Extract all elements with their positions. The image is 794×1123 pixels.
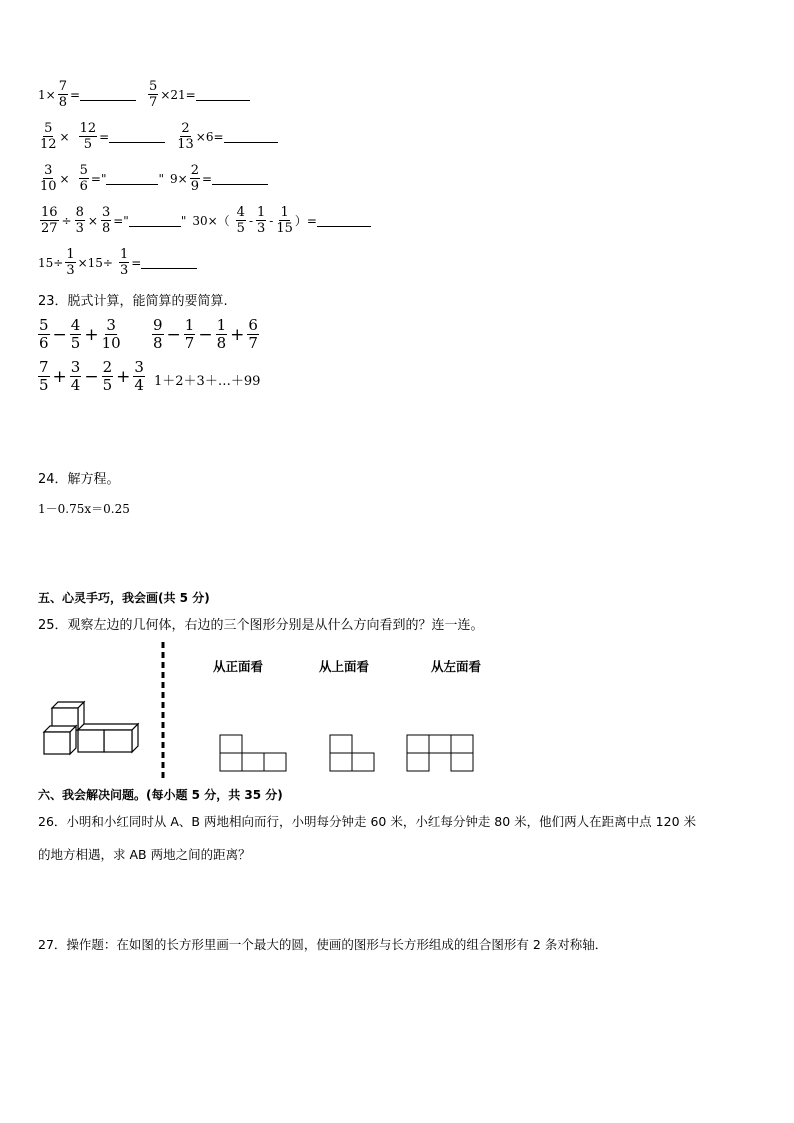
fraction: $\frac{9}{8}$: [153, 316, 163, 352]
expr-text: ×15÷: [77, 255, 113, 270]
fraction: $\frac{4}{5}$: [70, 316, 81, 352]
fraction: $\frac{2}{13}$: [177, 121, 194, 152]
fraction: $\frac{3}{4}$: [134, 358, 144, 394]
expr-text: ": [158, 171, 164, 186]
calc-row-2: [38, 122, 278, 151]
fraction: $\frac{2}{9}$: [190, 163, 199, 194]
fraction: $\frac{16}{27}$: [41, 205, 58, 236]
label-front-view: 从正面看: [213, 659, 264, 674]
fraction: $\frac{2}{5}$: [102, 358, 113, 394]
section-5-title: 五、心灵手巧，我会画(共 5 分): [38, 591, 210, 605]
answer-blank[interactable]: [196, 88, 250, 101]
expr-text: =": [113, 213, 129, 228]
fraction: $\frac{1}{3}$: [257, 205, 266, 236]
question-25-text: 25．观察左边的几何体，右边的三个图形分别是从什么方向看到的？连一连。: [38, 618, 484, 633]
operator: −: [198, 324, 213, 345]
answer-blank[interactable]: [212, 172, 268, 185]
fraction: $\frac{4}{5}$: [236, 205, 245, 236]
fraction: $\frac{5}{6}$: [39, 316, 49, 352]
answer-blank[interactable]: [80, 88, 136, 101]
fraction: $\frac{1}{3}$: [120, 247, 129, 278]
fraction: $\frac{1}{15}$: [276, 205, 293, 236]
q23-expression-3: [36, 360, 147, 393]
fraction: $\frac{8}{3}$: [75, 205, 84, 236]
fraction: $\frac{3}{10}$: [101, 316, 121, 352]
operator: ×: [59, 171, 70, 186]
fraction: $\frac{5}{7}$: [149, 79, 158, 110]
view-figure-2[interactable]: [329, 734, 377, 774]
expr-text: ": [180, 213, 187, 228]
operator: ×: [87, 213, 98, 228]
calc-row-3: [38, 164, 268, 193]
question-23-text: 23．脱式计算，能简算的要简算.: [38, 294, 228, 309]
view-figure-1[interactable]: [219, 734, 289, 774]
expr-text: =: [131, 255, 142, 270]
expr-text: ）=: [294, 214, 317, 228]
fraction: $\frac{3}{8}$: [101, 205, 111, 236]
fraction: $\frac{7}{5}$: [39, 358, 49, 394]
operator: ×: [59, 129, 70, 144]
operator: +: [84, 324, 99, 345]
operator: -: [269, 213, 274, 228]
expr-text: =: [201, 171, 213, 186]
calc-row-4: [38, 206, 371, 235]
fraction: $\frac{5}{12}$: [40, 121, 57, 152]
fraction: $\frac{7}{8}$: [58, 79, 67, 110]
fraction: $\frac{5}{6}$: [79, 163, 88, 194]
q23-expression-4: 1＋2＋3＋…＋99: [154, 374, 261, 389]
answer-blank[interactable]: [129, 214, 181, 227]
label-left-view: 从左面看: [431, 659, 482, 674]
expr-text: 9×: [170, 171, 188, 186]
answer-blank[interactable]: [109, 130, 165, 143]
operator: +: [230, 324, 245, 345]
question-26-line-1: 26．小明和小红同时从 A、B 两地相向而行，小明每分钟走 60 米，小红每分钟走 80 米，他们两人在距离中点 120 米: [38, 814, 696, 829]
calc-row-5: [38, 248, 197, 277]
view-figure-3[interactable]: [406, 734, 476, 774]
expr-text: ×6=: [195, 129, 224, 144]
calc-row-1: [38, 80, 250, 109]
expr-text: ×21=: [160, 87, 196, 102]
q23-expression-1: [36, 318, 123, 351]
dashed-divider: [160, 642, 166, 782]
question-27-text: 27．操作题：在如图的长方形里画一个最大的圆，使画的图形与长方形组成的组合图形有 2 条对称轴．: [38, 937, 608, 952]
question-26-line-2: 的地方相遇，求 AB 两地之间的距离？: [38, 847, 251, 862]
fraction: $\frac{3}{10}$: [40, 163, 57, 194]
label-top-view: 从上面看: [319, 659, 370, 674]
q23-expression-2: [150, 318, 261, 351]
answer-blank[interactable]: [141, 256, 197, 269]
answer-blank[interactable]: [317, 214, 371, 227]
expr-text: =": [90, 171, 107, 186]
expr-text: 30×（: [192, 214, 230, 228]
section-6-title: 六、我会解决问题。(每小题 5 分，共 35 分): [38, 788, 283, 802]
operator: -: [248, 213, 254, 228]
operator: −: [84, 366, 99, 387]
equation: 1－0.75x＝0.25: [38, 502, 130, 516]
expr-text: 1×: [38, 87, 56, 102]
fraction: $\frac{12}{5}$: [79, 121, 97, 152]
cube-solid-figure: [38, 698, 144, 760]
fraction: $\frac{1}{8}$: [216, 316, 227, 352]
operator: −: [166, 324, 181, 345]
fraction: $\frac{3}{4}$: [70, 358, 81, 394]
question-24-text: 24．解方程。: [38, 472, 120, 487]
fraction: $\frac{1}{3}$: [66, 247, 75, 278]
fraction: $\frac{1}{7}$: [184, 316, 195, 352]
expr-text: =: [69, 87, 81, 102]
operator: +: [52, 366, 67, 387]
operator: ÷: [61, 213, 72, 228]
expr-text: =: [99, 129, 110, 144]
answer-blank[interactable]: [224, 130, 278, 143]
answer-blank[interactable]: [106, 172, 158, 185]
fraction: $\frac{6}{7}$: [248, 316, 258, 352]
operator: +: [116, 366, 131, 387]
expr-text: 15÷: [38, 255, 64, 270]
operator: −: [52, 324, 67, 345]
